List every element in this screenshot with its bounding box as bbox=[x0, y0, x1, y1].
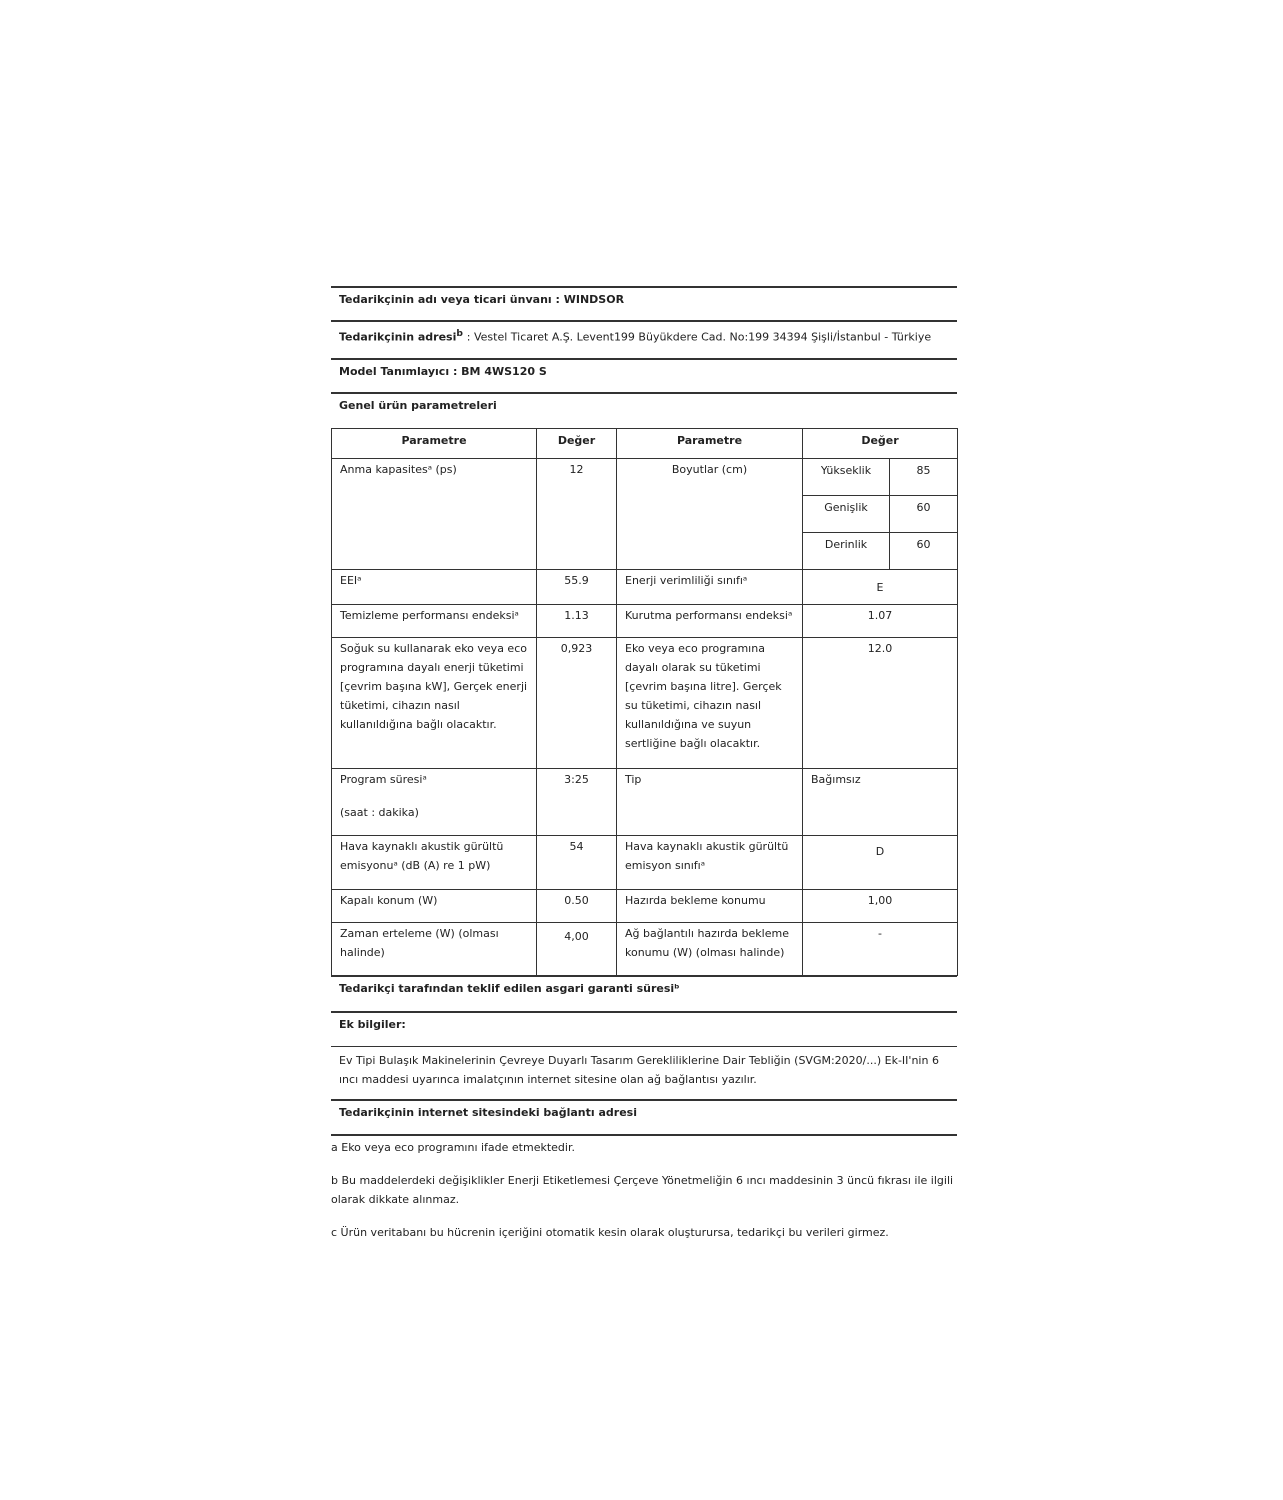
section-title: Genel ürün parametreleri bbox=[339, 398, 497, 412]
extra-info-row bbox=[331, 1011, 957, 1046]
noise-value: 54 bbox=[537, 835, 617, 889]
cleaning-value: 1.13 bbox=[537, 604, 617, 637]
table-row bbox=[332, 835, 958, 889]
supplier-address-value: : Vestel Ticaret A.Ş. Levent199 Büyükdere Cad. No:199 34394 Şişli/İstanbul - Türkiye bbox=[466, 330, 932, 344]
supplier-address-label: Tedarikçinin adresi bbox=[339, 330, 457, 344]
table-row bbox=[332, 569, 958, 604]
width-value: 60 bbox=[890, 495, 958, 532]
header-value-2: Değer bbox=[803, 428, 958, 458]
parameters-table bbox=[331, 428, 958, 976]
type-label: Tip bbox=[617, 768, 803, 835]
eei-value: 55.9 bbox=[537, 569, 617, 604]
energy-class-label: Enerji verimliliği sınıfıᵃ bbox=[617, 569, 803, 604]
product-fiche bbox=[331, 286, 957, 1242]
dimensions-table bbox=[803, 459, 957, 569]
height-label: Yükseklik bbox=[803, 459, 890, 496]
noise-class-value: D bbox=[803, 835, 958, 889]
standby-label: Hazırda bekleme konumu bbox=[617, 889, 803, 922]
table-row bbox=[332, 768, 958, 835]
height-value: 85 bbox=[890, 459, 958, 496]
delay-start-value: 4,00 bbox=[537, 922, 617, 975]
off-mode-label: Kapalı konum (W) bbox=[332, 889, 537, 922]
capacity-value: 12 bbox=[537, 458, 617, 569]
supplier-name-row: Tedarikçinin adı veya ticari ünvanı : WINDSOR bbox=[331, 286, 957, 320]
capacity-label: Anma kapasitesᵃ (ps) bbox=[332, 458, 537, 569]
footnote-c: c Ürün veritabanı bu hücrenin içeriğini otomatik kesin olarak oluşturursa, tedarikçi bu verileri girmez. bbox=[331, 1225, 889, 1239]
eei-label: EEIᵃ bbox=[332, 569, 537, 604]
network-standby-value: - bbox=[803, 922, 958, 975]
table-row bbox=[332, 458, 958, 569]
warranty-label: Tedarikçi tarafından teklif edilen asgari garanti süresiᵇ bbox=[339, 981, 680, 995]
website-label: Tedarikçinin internet sitesindeki bağlantı adresi bbox=[339, 1105, 637, 1119]
model-row: Model Tanımlayıcı : BM 4WS120 S bbox=[331, 358, 957, 392]
supplier-name-value: WINDSOR bbox=[563, 293, 625, 306]
depth-label: Derinlik bbox=[803, 532, 890, 569]
header-parameter-1: Parametre bbox=[332, 428, 537, 458]
dimensions-label: Boyutlar (cm) bbox=[617, 458, 803, 569]
noise-label: Hava kaynaklı akustik gürültü emisyonuᵃ (dB (A) re 1 pW) bbox=[332, 835, 537, 889]
model-label: Model Tanımlayıcı bbox=[339, 364, 450, 378]
program-duration-cell bbox=[332, 768, 537, 835]
water-consumption-value: 12.0 bbox=[803, 637, 958, 768]
cleaning-label: Temizleme performansı endeksiᵃ bbox=[332, 604, 537, 637]
table-row bbox=[332, 922, 958, 975]
supplier-address-row bbox=[331, 320, 957, 358]
website-row bbox=[331, 1099, 957, 1136]
header-parameter-2: Parametre bbox=[617, 428, 803, 458]
noise-class-label: Hava kaynaklı akustik gürültü emisyon sınıfıᵃ bbox=[617, 835, 803, 889]
supplier-address-marker: b bbox=[456, 328, 463, 339]
standby-value: 1,00 bbox=[803, 889, 958, 922]
extra-info-text: Ev Tipi Bulaşık Makinelerinin Çevreye Duyarlı Tasarım Gerekliliklerine Dair Tebliğin (SVGM:2020/...) Ek-II'nin 6 ıncı maddesi uyarınca imalatçının internet sitesine olan ağ bağlantısı yazılır. bbox=[331, 1046, 957, 1099]
depth-value: 60 bbox=[916, 537, 931, 551]
width-label: Genişlik bbox=[803, 495, 890, 532]
energy-consumption-value: 0,923 bbox=[537, 637, 617, 768]
drying-value: 1.07 bbox=[803, 604, 958, 637]
program-duration-label: Program süresiᵃ bbox=[340, 772, 427, 786]
footnote-b: b Bu maddelerdeki değişiklikler Enerji Etiketlemesi Çerçeve Yönetmeliğin 6 ıncı maddesinin 3 üncü fıkrası ile ilgili olarak dikkate alınmaz. bbox=[331, 1173, 954, 1206]
table-row bbox=[332, 889, 958, 922]
warranty-row bbox=[331, 976, 957, 1011]
footnote-a: a Eko veya eco programını ifade etmektedir. bbox=[331, 1140, 575, 1154]
program-duration-value: 3:25 bbox=[537, 768, 617, 835]
model-value: BM 4WS120 S bbox=[461, 364, 547, 378]
energy-consumption-label: Soğuk su kullanarak eko veya eco programına dayalı enerji tüketimi [çevrim başına kW], Gerçek enerji tüketimi, cihazın nasıl kullanıldığına bağlı olacaktır. bbox=[332, 637, 537, 768]
dimensions-cell bbox=[803, 458, 958, 569]
table-row bbox=[332, 604, 958, 637]
extra-info-label: Ek bilgiler: bbox=[339, 1017, 406, 1031]
table-header-row bbox=[332, 428, 958, 458]
table-row bbox=[332, 637, 958, 768]
type-value: Bağımsız bbox=[803, 768, 958, 835]
water-consumption-label: Eko veya eco programına dayalı olarak su tüketimi [çevrim başına litre]. Gerçek su tüketimi, cihazın nasıl kullanıldığına ve suyun sertliğine bağlı olacaktır. bbox=[617, 637, 803, 768]
off-mode-value: 0.50 bbox=[537, 889, 617, 922]
program-duration-unit: (saat : dakika) bbox=[340, 805, 419, 819]
supplier-name-label: Tedarikçinin adı veya ticari ünvanı bbox=[339, 293, 552, 306]
delay-start-label: Zaman erteleme (W) (olması halinde) bbox=[332, 922, 537, 975]
section-title-row bbox=[331, 392, 957, 428]
network-standby-label: Ağ bağlantılı hazırda bekleme konumu (W) (olması halinde) bbox=[617, 922, 803, 975]
energy-class-value: E bbox=[803, 569, 958, 604]
drying-label: Kurutma performansı endeksiᵃ bbox=[617, 604, 803, 637]
header-value-1: Değer bbox=[537, 428, 617, 458]
